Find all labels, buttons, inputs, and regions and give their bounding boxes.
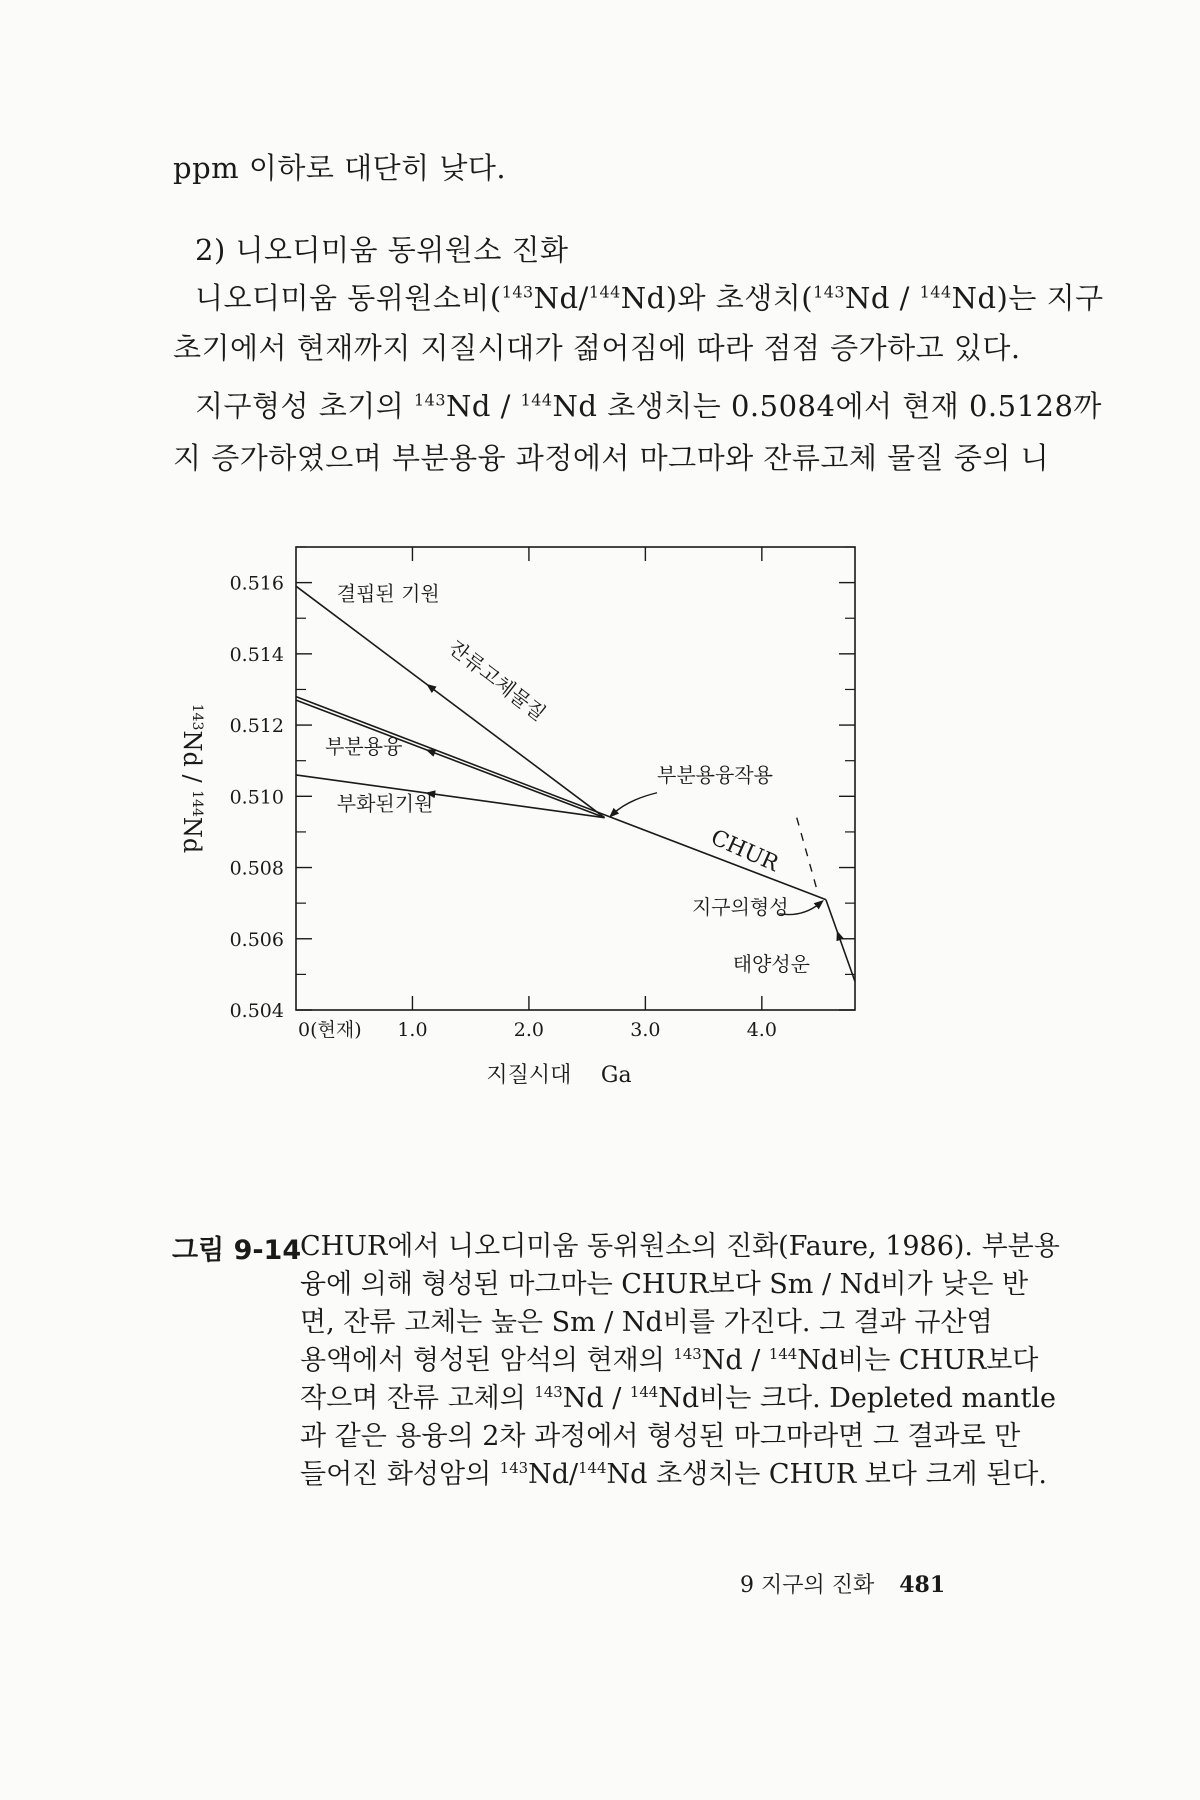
x-axis-unit: Ga bbox=[600, 1063, 632, 1088]
nd-evolution-chart bbox=[170, 535, 1000, 1240]
body-line-1: ppm 이하로 대단히 낮다. bbox=[173, 151, 507, 185]
y-tick-label: 0.506 bbox=[229, 928, 284, 951]
dashed-guide-line bbox=[797, 818, 818, 893]
caption-line-3: 면, 잔류 고체는 높은 Sm / Nd비를 가진다. 그 결과 규산염 bbox=[300, 1307, 993, 1338]
label-partial-melt: 부분용융 bbox=[325, 734, 403, 759]
caption-line-7: 들어진 화성암의 $^{143}$Nd/$^{144}$Nd 초생치는 CHUR 보다 크게 된다. bbox=[300, 1459, 1047, 1490]
y-tick-label: 0.504 bbox=[229, 1000, 284, 1022]
series-line-태양성운 bbox=[826, 900, 855, 982]
y-tick-label: 0.510 bbox=[229, 786, 284, 809]
caption-line-2: 융에 의해 형성된 마그마는 CHUR보다 Sm / Nd비가 낮은 반 bbox=[300, 1269, 1029, 1300]
y-axis-title-sup1: 143 bbox=[189, 703, 205, 731]
y-tick-label: 0.516 bbox=[229, 572, 284, 595]
series-arrow-부분용융 bbox=[430, 751, 435, 753]
label-residue: 잔류고체물질 bbox=[444, 635, 551, 726]
chart-svg bbox=[170, 535, 1000, 1240]
caption-line-1: CHUR에서 니오디미움 동위원소의 진화(Faure, 1986). 부분용 bbox=[300, 1231, 1060, 1262]
y-axis-title-mid: Nd / bbox=[178, 730, 206, 791]
page-footer bbox=[740, 1568, 945, 1599]
label-enriched-source: 부화된기원 bbox=[336, 791, 434, 816]
y-axis-title-sup2: 144 bbox=[189, 790, 205, 817]
x-tick-label: 0(현재) bbox=[298, 1019, 362, 1041]
y-axis-title-end: Nd bbox=[178, 816, 206, 854]
series-arrow-잔류고체물질 bbox=[430, 687, 435, 690]
paragraph-1-line-2: 초기에서 현재까지 지질시대가 젊어짐에 따라 점점 증가하고 있다. bbox=[173, 331, 1021, 365]
x-tick-label: 4.0 bbox=[746, 1019, 777, 1041]
caption-line-6: 과 같은 용융의 2차 과정에서 형성된 마그마라면 그 결과로 만 bbox=[300, 1421, 1021, 1452]
running-footer-chapter: 9 지구의 진화 bbox=[740, 1573, 875, 1598]
y-tick-label: 0.512 bbox=[229, 715, 284, 738]
paragraph-1-line-1: 니오디미움 동위원소비($^{143}$Nd/$^{144}$Nd)와 초생치($^{143}$Nd / $^{144}$Nd)는 지구 bbox=[195, 281, 1104, 315]
series-line-잔류고체물질 bbox=[296, 586, 605, 817]
page-number: 481 bbox=[899, 1572, 946, 1598]
y-axis-title bbox=[178, 704, 206, 854]
caption-line-5: 작으며 잔류 고체의 $^{143}$Nd / $^{144}$Nd비는 크다. Depleted mantle bbox=[300, 1383, 1057, 1414]
x-tick-label: 2.0 bbox=[513, 1019, 545, 1041]
section-heading: 2) 니오디미움 동위원소 진화 bbox=[195, 233, 569, 267]
leader-melting-event bbox=[613, 793, 657, 814]
x-tick-label: 1.0 bbox=[397, 1019, 428, 1041]
label-melting-event: 부분용융작용 bbox=[657, 763, 773, 788]
y-tick-label: 0.508 bbox=[229, 857, 284, 880]
figure-label: 그림 9-14 bbox=[172, 1235, 302, 1266]
paragraph-2-line-2: 지 증가하였으며 부분용융 과정에서 마그마와 잔류고체 물질 중의 니 bbox=[173, 441, 1050, 475]
x-axis-title: 지질시대 bbox=[486, 1063, 572, 1088]
label-earth-formation: 지구의형성 bbox=[691, 894, 789, 919]
x-tick-label: 3.0 bbox=[630, 1019, 661, 1041]
label-chur: CHUR bbox=[706, 825, 783, 878]
label-solar-nebula: 태양성운 bbox=[732, 951, 810, 976]
caption-line-4: 용액에서 형성된 암석의 현재의 $^{143}$Nd / $^{144}$Nd비는 CHUR보다 bbox=[300, 1345, 1039, 1376]
label-depleted-source: 결핍된 기원 bbox=[336, 581, 440, 606]
paragraph-2-line-1: 지구형성 초기의 $^{143}$Nd / $^{144}$Nd 초생치는 0.5084에서 현재 0.5128까 bbox=[195, 389, 1102, 423]
y-tick-label: 0.514 bbox=[229, 643, 284, 666]
